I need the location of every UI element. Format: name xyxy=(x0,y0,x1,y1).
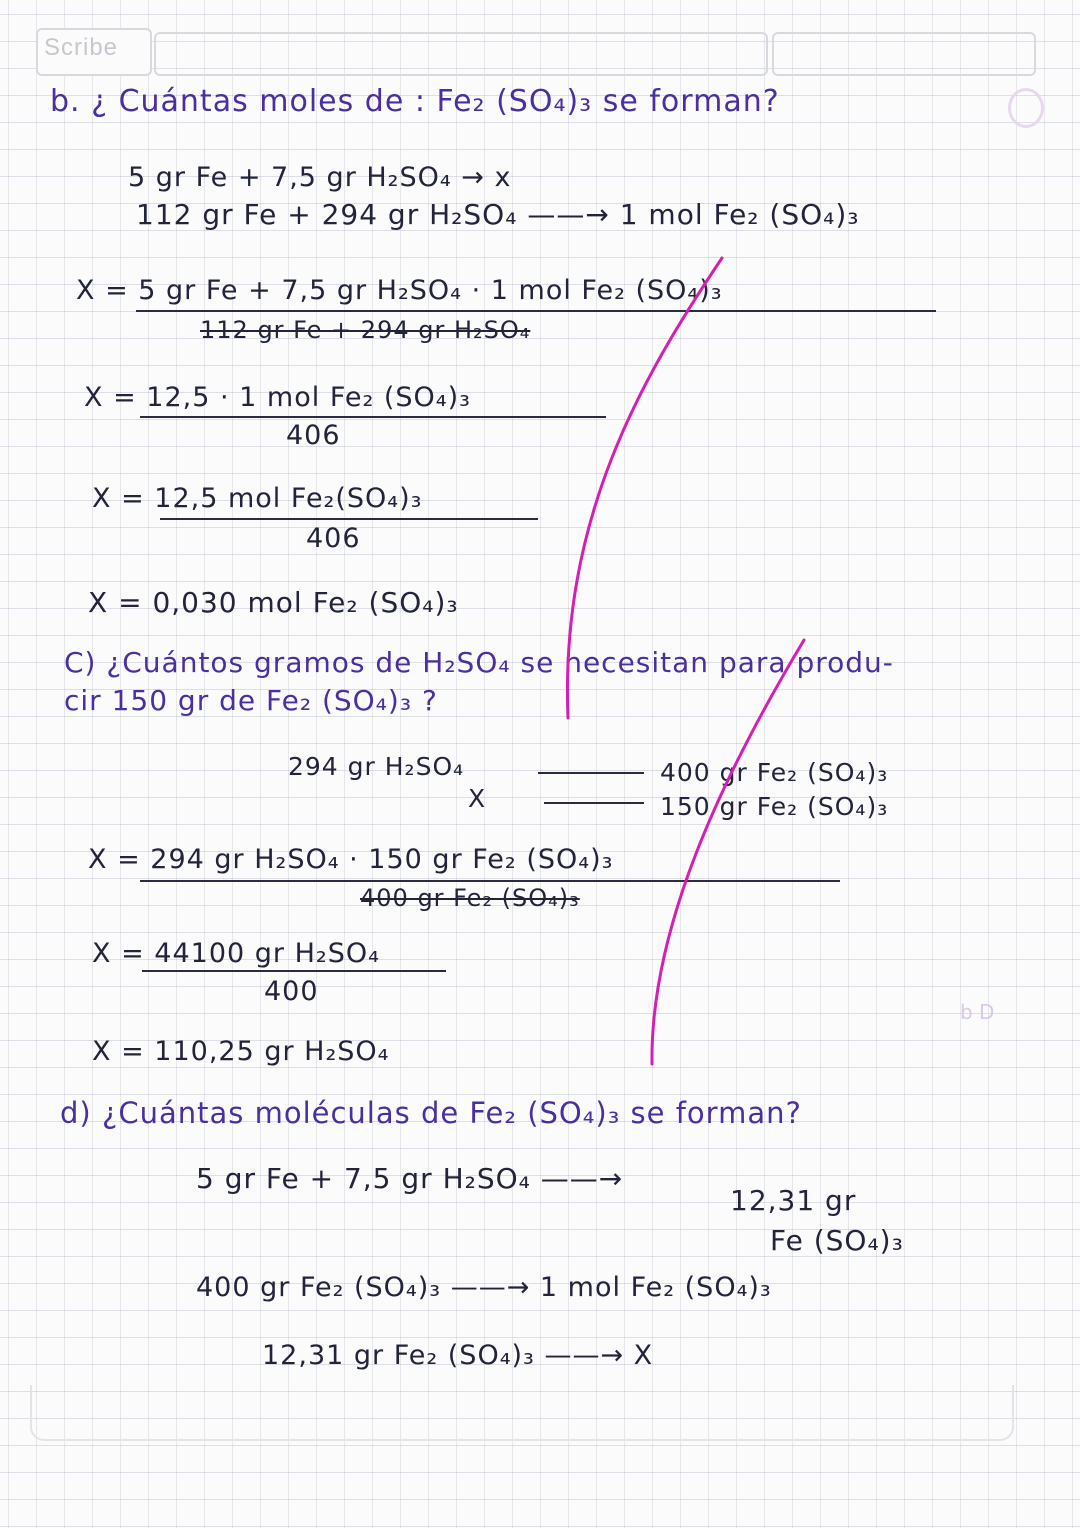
section-b-relation: 112 gr Fe + 294 gr H₂SO₄ ——→ 1 mol Fe₂ (SO₄)₃ xyxy=(136,198,860,231)
section-c-step1-numerator: X = 294 gr H₂SO₄ · 150 gr Fe₂ (SO₄)₃ xyxy=(88,844,614,875)
section-c-result: X = 110,25 gr H₂SO₄ xyxy=(92,1036,390,1067)
section-d-heading: d) ¿Cuántas moléculas de Fe₂ (SO₄)₃ se forman? xyxy=(60,1096,802,1130)
section-b-heading: b. ¿ Cuántas moles de : Fe₂ (SO₄)₃ se forman? xyxy=(50,84,780,119)
section-d-relation-1: 400 gr Fe₂ (SO₄)₃ ——→ 1 mol Fe₂ (SO₄)₃ xyxy=(196,1272,772,1303)
section-d-relation-2: 12,31 gr Fe₂ (SO₄)₃ ——→ X xyxy=(262,1340,654,1371)
bleed-through-mark: b D xyxy=(960,1000,995,1024)
section-b-step1-numerator: X = 5 gr Fe + 7,5 gr H₂SO₄ · 1 mol Fe₂ (SO₄)₃ xyxy=(76,275,723,306)
proportion-left-1: 294 gr H₂SO₄ xyxy=(288,752,465,781)
section-b-step2-denominator: 406 xyxy=(286,420,341,451)
section-c-heading-line1: C) ¿Cuántos gramos de H₂SO₄ se necesitan para produ- xyxy=(64,646,894,679)
section-b-result: X = 0,030 mol Fe₂ (SO₄)₃ xyxy=(88,586,459,619)
section-d-given-unit: Fe (SO₄)₃ xyxy=(770,1224,904,1257)
section-c-step2-numerator: X = 44100 gr H₂SO₄ xyxy=(92,938,380,969)
scribe-logo: Scribe xyxy=(44,34,119,61)
section-c-heading-line2: cir 150 gr de Fe₂ (SO₄)₃ ? xyxy=(64,684,438,717)
section-b-step3-numerator: X = 12,5 mol Fe₂(SO₄)₃ xyxy=(92,483,423,514)
section-c-step1-denominator: 400 gr Fe₂ (SO₄)₃ xyxy=(360,884,580,912)
proportion-right-1: 400 gr Fe₂ (SO₄)₃ xyxy=(660,758,889,787)
proportion-right-2: 150 gr Fe₂ (SO₄)₃ xyxy=(660,792,889,821)
section-b-step2-numerator: X = 12,5 · 1 mol Fe₂ (SO₄)₃ xyxy=(84,382,471,413)
section-d-given: 5 gr Fe + 7,5 gr H₂SO₄ ——→ xyxy=(196,1162,624,1195)
proportion-left-2: X xyxy=(468,784,487,813)
section-b-step3-denominator: 406 xyxy=(306,523,361,554)
section-c-step2-denominator: 400 xyxy=(264,976,319,1007)
section-d-given-value: 12,31 gr xyxy=(730,1184,857,1217)
section-b-step1-denominator: 112 gr Fe + 294 gr H₂SO₄ xyxy=(200,316,531,344)
section-b-given: 5 gr Fe + 7,5 gr H₂SO₄ → x xyxy=(128,162,512,193)
